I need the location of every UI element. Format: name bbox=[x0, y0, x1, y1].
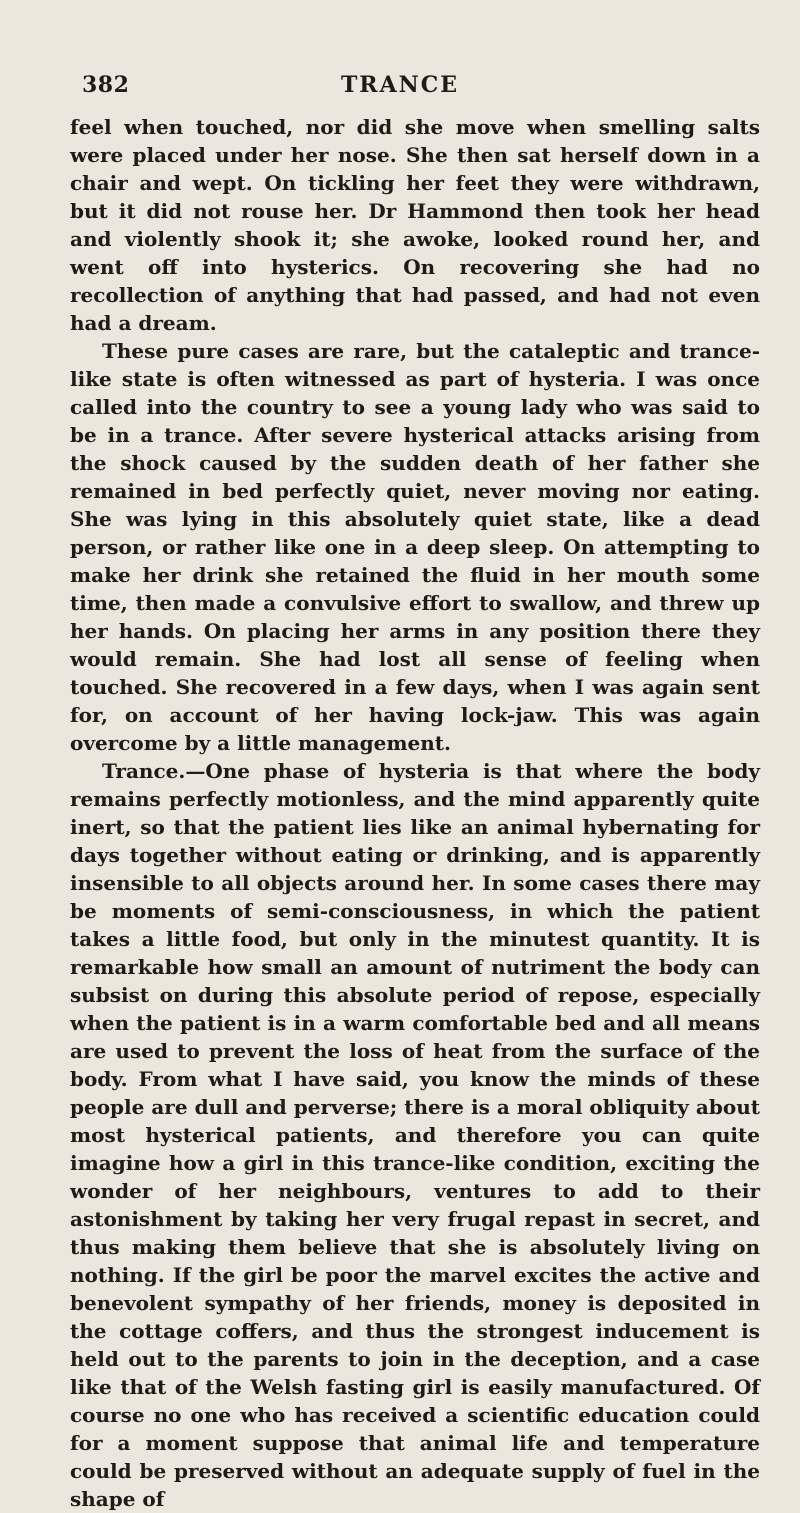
paragraph: Trance.—One phase of hysteria is that where the body remains perfectly motionless, and the mind apparently quite inert, so that the patient lies like an animal hybernating for days together without eating or drinking, and is apparently insensible to all objects around her. In some cases there may be moments of semi-consciousness, in which the patient takes a little food, but only in the minutest quantity. It is remarkable how small an amount of nutriment the body can subsist on during this absolute period of repose, especially when the patient is in a warm comfortable bed and all means are used to prevent the loss of heat from the surface of the body. From what I have said, you know the minds of these people are dull and perverse; there is a moral obliquity about most hysterical patients, and therefore you can quite imagine how a girl in this trance-like condition, exciting the wonder of her neighbours, ventures to add to their astonishment by taking her very frugal repast in secret, and thus making them believe that she is absolutely living on nothing. If the girl be poor the marvel excites the active and benevolent sympathy of her friends, money is deposited in the cottage coffers, and thus the strongest inducement is held out to the parents to join in the deception, and a case like that of the Welsh fasting girl is easily manufactured. Of course no one who has received a scientific education could for a moment suppose that animal life and temperature could be preserved without an adequate supply of fuel in the shape of bbox=[70, 759, 760, 1511]
running-head: TRANCE bbox=[340, 72, 460, 98]
page-number: 382 bbox=[82, 72, 130, 98]
paragraph: These pure cases are rare, but the cataleptic and trance-like state is often witnessed as part of hysteria. I was once called into the country to see a young lady who was said to be in a trance. After severe hysterical attacks arising from the shock caused by the sudden death of her father she remained in bed perfectly quiet, never moving nor eating. She was lying in this absolutely quiet state, like a dead person, or rather like one in a deep sleep. On attempting to make her drink she retained the fluid in her mouth some time, then made a convulsive effort to swallow, and threw up her hands. On placing her arms in any position there they would remain. She had lost all sense of feeling when touched. She recovered in a few days, when I was again sent for, on account of her having lock-jaw. This was again overcome by a little management. bbox=[70, 339, 760, 755]
body-text bbox=[70, 113, 760, 1513]
paragraph: feel when touched, nor did she move when smelling salts were placed under her nose. She then sat herself down in a chair and wept. On tickling her feet they were withdrawn, but it did not rouse her. Dr Hammond then took her head and violently shook it; she awoke, looked round her, and went off into hysterics. On recovering she had no recollection of anything that had passed, and had not even had a dream. bbox=[70, 115, 760, 335]
